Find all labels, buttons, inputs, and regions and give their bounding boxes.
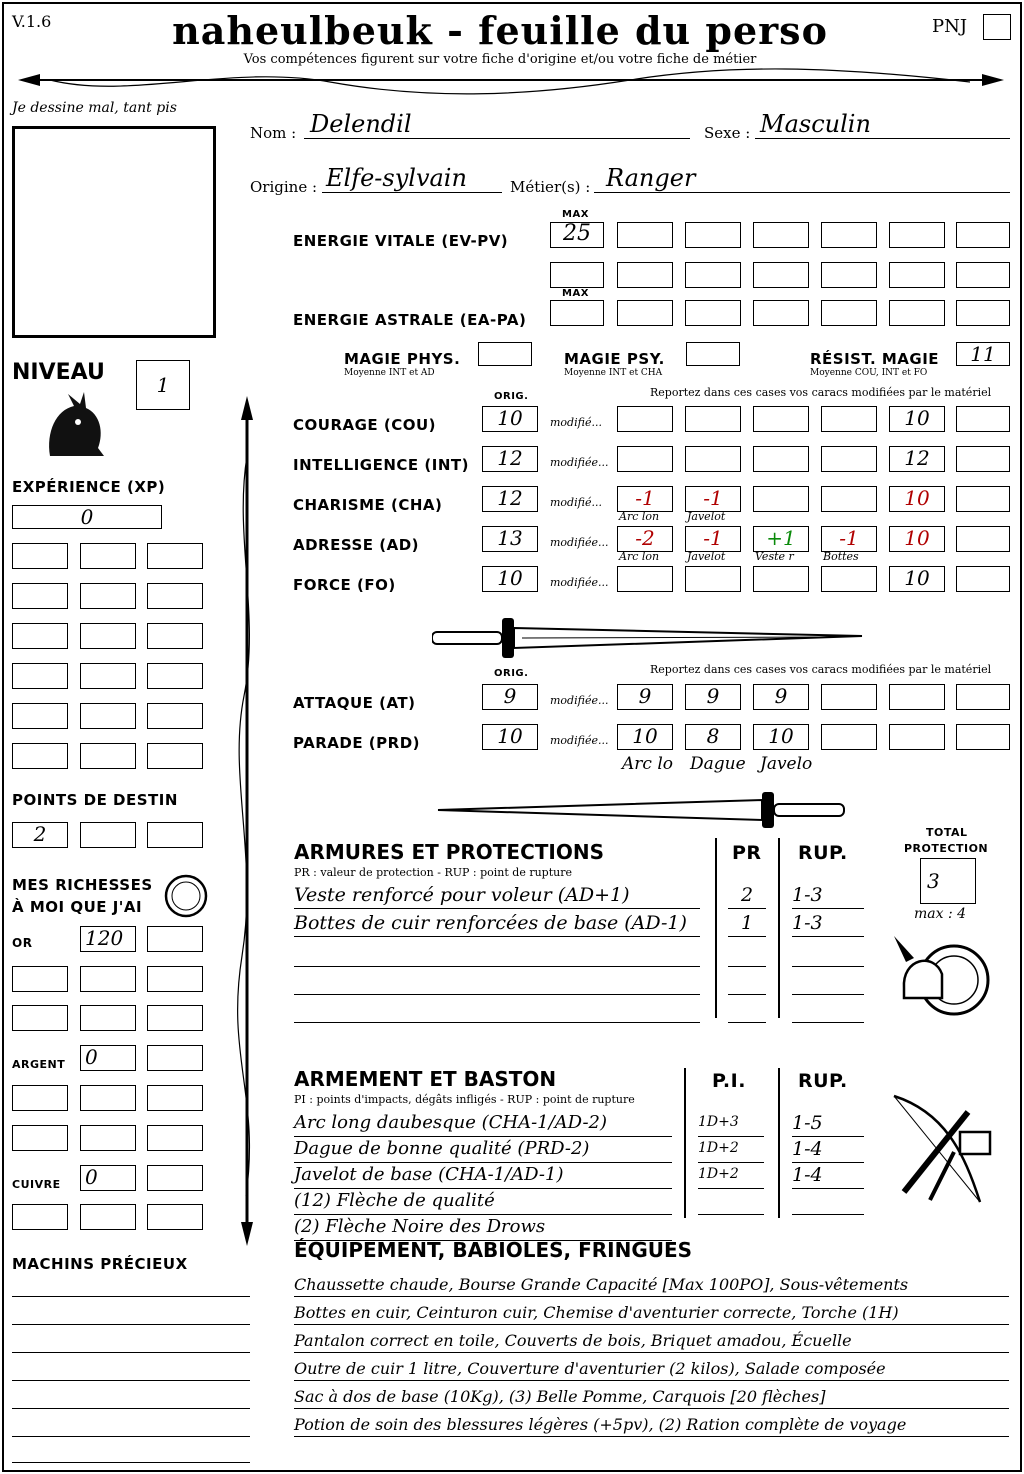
coin-box[interactable] — [80, 1085, 136, 1111]
stat-mod-box[interactable] — [956, 406, 1010, 432]
prd-orig-box[interactable]: 10 — [482, 724, 538, 750]
coin-icon — [163, 873, 209, 919]
xp-grid-box[interactable] — [147, 583, 203, 609]
xp-grid-box[interactable] — [147, 703, 203, 729]
armement-note: PI : points d'impacts, dégâts infligés - RUP : point de rupture — [294, 1093, 635, 1106]
ev-box[interactable] — [617, 222, 673, 248]
xp-grid-box[interactable] — [147, 623, 203, 649]
at-modif-label: modifiée... — [550, 694, 609, 707]
xp-grid-box[interactable] — [80, 543, 136, 569]
stat-mod-source: Javelot — [687, 550, 726, 563]
magie-psy-box[interactable] — [686, 342, 740, 366]
stat-final-int[interactable]: 12 — [889, 446, 945, 472]
ev-box[interactable] — [617, 262, 673, 288]
or-box[interactable] — [147, 926, 203, 952]
ea-box[interactable] — [685, 300, 741, 326]
xp-grid-box[interactable] — [12, 583, 68, 609]
stat-mod-box[interactable] — [685, 566, 741, 592]
armement-divider — [684, 1068, 686, 1218]
arme-pi[interactable] — [698, 1192, 764, 1215]
ea-box[interactable] — [753, 300, 809, 326]
prd-label: PARADE (PRD) — [293, 734, 421, 752]
at-box[interactable]: 9 — [617, 684, 673, 710]
armure-name[interactable] — [294, 970, 700, 995]
resist-magie-box[interactable]: 11 — [956, 342, 1010, 366]
pi-label: P.I. — [712, 1070, 746, 1092]
armure-pr[interactable]: 2 — [728, 884, 766, 909]
destin-box[interactable]: 2 — [12, 822, 68, 848]
prd-box[interactable]: 8 — [685, 724, 741, 750]
xp-grid-box[interactable] — [147, 663, 203, 689]
stat-mod-box[interactable] — [685, 406, 741, 432]
portrait-caption: Je dessine mal, tant pis — [12, 100, 177, 116]
ev-box[interactable] — [821, 262, 877, 288]
armement-rup-label: RUP. — [798, 1070, 848, 1092]
arme-rup[interactable]: 1-4 — [792, 1164, 864, 1189]
stat-label-cha: CHARISME (CHA) — [293, 496, 443, 514]
xp-grid-box[interactable] — [12, 543, 68, 569]
stat-mod-source: Arc lon — [619, 510, 660, 523]
stat-final-fo[interactable]: 10 — [889, 566, 945, 592]
stat-mod-box[interactable] — [753, 406, 809, 432]
stat-orig-ad[interactable]: 13 — [482, 526, 538, 552]
coin-box[interactable] — [80, 1125, 136, 1151]
pnj-checkbox[interactable] — [983, 14, 1011, 40]
or-box[interactable]: 120 — [80, 926, 136, 952]
armement-title: ARMEMENT ET BASTON — [294, 1067, 557, 1091]
arme-rup[interactable]: 1-5 — [792, 1112, 864, 1137]
xp-grid-box[interactable] — [12, 743, 68, 769]
stat-modif-label: modifié... — [550, 496, 602, 509]
stat-label-int: INTELLIGENCE (INT) — [293, 456, 469, 474]
armure-pr[interactable] — [728, 970, 766, 995]
stat-modif-label: modifiée... — [550, 576, 609, 589]
precieux-label: MACHINS PRÉCIEUX — [12, 1255, 188, 1273]
argent-box[interactable]: 0 — [80, 1045, 136, 1071]
armure-rup[interactable]: 1-3 — [792, 884, 864, 909]
ev-max-box[interactable]: 25 — [550, 222, 604, 248]
stat-mod-box[interactable] — [617, 566, 673, 592]
stat-mod-source: Javelot — [687, 510, 726, 523]
stat-mod-source: Arc lon — [619, 550, 660, 563]
coin-box[interactable] — [12, 1125, 68, 1151]
ea-label: ENERGIE ASTRALE (EA-PA) — [293, 311, 527, 329]
coin-box[interactable] — [80, 1204, 136, 1230]
arme-pi[interactable]: 1D+2 — [698, 1140, 764, 1163]
ea-box[interactable] — [821, 300, 877, 326]
argent-box[interactable] — [147, 1045, 203, 1071]
armure-rup[interactable] — [792, 970, 864, 995]
arme-pi[interactable]: 1D+3 — [698, 1114, 764, 1137]
ea-max-box[interactable] — [550, 300, 604, 326]
weapon-col-label: Dague — [690, 754, 746, 774]
magie-phys-note: Moyenne INT et AD — [344, 368, 435, 378]
equipement-line[interactable]: Bottes en cuir, Ceinturon cuir, Chemise d'aventurier correcte, Torche (1H) — [294, 1302, 1009, 1325]
ev-box[interactable] — [821, 222, 877, 248]
xp-grid-box[interactable] — [12, 663, 68, 689]
prd-box[interactable] — [821, 724, 877, 750]
armure-name[interactable]: Bottes de cuir renforcées de base (AD-1) — [294, 912, 700, 937]
stat-mod-box[interactable] — [753, 566, 809, 592]
stat-mod-box[interactable] — [956, 526, 1010, 552]
precieux-line[interactable] — [12, 1414, 250, 1437]
arme-name[interactable]: Dague de bonne qualité (PRD-2) — [294, 1138, 672, 1163]
armures-divider — [778, 838, 780, 1018]
precieux-line[interactable] — [12, 1386, 250, 1409]
combat-note: Reportez dans ces cases vos caracs modifiées par le matériel — [650, 663, 992, 676]
stat-final-cha[interactable]: 10 — [889, 486, 945, 512]
version-label: V.1.6 — [12, 12, 52, 31]
ev-box[interactable] — [685, 222, 741, 248]
stat-modif-label: modifié... — [550, 416, 602, 429]
ea-box[interactable] — [617, 300, 673, 326]
stat-mod-box[interactable] — [753, 446, 809, 472]
precieux-line[interactable] — [12, 1330, 250, 1353]
stat-mod-box[interactable] — [821, 566, 877, 592]
stat-mod-box[interactable]: -1 — [617, 486, 673, 512]
sword-icon — [432, 614, 872, 662]
equipement-line[interactable]: Chaussette chaude, Bourse Grande Capacité [Max 100PO], Sous-vêtements — [294, 1274, 1009, 1297]
armure-pr[interactable] — [728, 998, 766, 1023]
stat-modif-label: modifiée... — [550, 456, 609, 469]
arme-name[interactable]: Javelot de base (CHA-1/AD-1) — [294, 1164, 672, 1189]
spear-divider-icon — [10, 66, 1010, 100]
ev-box[interactable] — [956, 222, 1010, 248]
ev-label: ENERGIE VITALE (EV-PV) — [293, 232, 509, 250]
nom-value: Delendil — [310, 110, 412, 138]
xp-grid-box[interactable] — [80, 623, 136, 649]
metier-label: Métier(s) : — [510, 178, 591, 196]
equipement-line[interactable]: Potion de soin des blessures légères (+5pv), (2) Ration complète de voyage — [294, 1414, 1009, 1437]
precieux-line[interactable] — [12, 1358, 250, 1381]
equipement-title: ÉQUIPEMENT, BABIOLES, FRINGUES — [294, 1238, 693, 1262]
orig-label: ORIG. — [494, 391, 529, 402]
ev-max-label: MAX — [562, 209, 589, 220]
prd-modif-label: modifiée... — [550, 734, 609, 747]
ev-box[interactable] — [956, 262, 1010, 288]
coin-box[interactable] — [147, 966, 203, 992]
total-label-1: TOTAL — [926, 826, 968, 839]
origine-value: Elfe-sylvain — [326, 164, 467, 192]
at-box[interactable]: 9 — [685, 684, 741, 710]
armure-rup[interactable] — [792, 998, 864, 1023]
ev-box[interactable] — [889, 262, 945, 288]
stat-mod-source: Veste r — [755, 550, 794, 563]
combat-orig-label: ORIG. — [494, 668, 529, 679]
niveau-box[interactable]: 1 — [136, 360, 190, 410]
xp-grid-box[interactable] — [12, 623, 68, 649]
spear-vertical-icon — [232, 396, 262, 1246]
resist-magie-label: RÉSIST. MAGIE — [810, 350, 940, 368]
magie-psy-note: Moyenne INT et CHA — [564, 368, 663, 378]
stat-mod-box[interactable]: -1 — [685, 486, 741, 512]
sexe-label: Sexe : — [704, 124, 751, 142]
at-box[interactable] — [889, 684, 945, 710]
magie-phys-label: MAGIE PHYS. — [344, 350, 461, 368]
niveau-label: NIVEAU — [12, 360, 105, 385]
richesses-label-2: À MOI QUE J'AI — [12, 898, 143, 916]
origine-label: Origine : — [250, 178, 318, 196]
pr-label: PR — [732, 842, 762, 864]
ev-box[interactable] — [550, 262, 604, 288]
stat-mod-box[interactable] — [821, 406, 877, 432]
arme-name[interactable]: Arc long daubesque (CHA-1/AD-2) — [294, 1112, 672, 1137]
stat-mod-box[interactable] — [956, 446, 1010, 472]
magie-psy-label: MAGIE PSY. — [564, 350, 665, 368]
stat-mod-box[interactable]: -1 — [821, 526, 877, 552]
stat-mod-box[interactable] — [956, 486, 1010, 512]
cuivre-box[interactable] — [147, 1165, 203, 1191]
rup-label: RUP. — [798, 842, 848, 864]
armure-pr[interactable] — [728, 942, 766, 967]
or-label: OR — [12, 936, 33, 950]
magie-phys-box[interactable] — [478, 342, 532, 366]
coin-box[interactable] — [80, 966, 136, 992]
pnj-label: PNJ — [932, 16, 968, 37]
stat-final-cou[interactable]: 10 — [889, 406, 945, 432]
xp-box[interactable]: 0 — [12, 505, 162, 529]
xp-grid-box[interactable] — [80, 583, 136, 609]
equipement-line[interactable]: Outre de cuir 1 litre, Couverture d'aventurier (2 kilos), Salade composée — [294, 1358, 1009, 1381]
xp-grid-box[interactable] — [147, 543, 203, 569]
stat-mod-box[interactable] — [617, 406, 673, 432]
arme-rup[interactable]: 1-4 — [792, 1138, 864, 1163]
prd-box[interactable]: 10 — [617, 724, 673, 750]
coin-box[interactable] — [12, 1085, 68, 1111]
at-box[interactable] — [956, 684, 1010, 710]
arme-pi[interactable]: 1D+2 — [698, 1166, 764, 1189]
coin-box[interactable] — [147, 1085, 203, 1111]
coin-box[interactable] — [147, 1005, 203, 1031]
coin-box[interactable] — [12, 1204, 68, 1230]
weapon-col-label: Javelo — [760, 754, 813, 774]
equipement-line[interactable]: Pantalon correct en toile, Couverts de bois, Briquet amadou, Écuelle — [294, 1330, 1009, 1353]
stat-mod-source: Bottes — [823, 550, 859, 563]
armures-note: PR : valeur de protection - RUP : point de rupture — [294, 866, 572, 879]
armure-rup[interactable] — [792, 942, 864, 967]
destin-box[interactable] — [80, 822, 136, 848]
armure-name[interactable] — [294, 998, 700, 1023]
arme-name[interactable]: (2) Flèche Noire des Drows — [294, 1216, 672, 1241]
coin-box[interactable] — [12, 966, 68, 992]
arme-rup[interactable] — [792, 1190, 864, 1215]
stat-mod-box[interactable] — [685, 446, 741, 472]
precieux-line[interactable] — [12, 1302, 250, 1325]
stat-mod-box[interactable]: -2 — [617, 526, 673, 552]
stat-orig-int[interactable]: 12 — [482, 446, 538, 472]
stat-mod-box[interactable]: -1 — [685, 526, 741, 552]
armure-rup[interactable]: 1-3 — [792, 912, 864, 937]
argent-label: ARGENT — [12, 1058, 66, 1071]
stat-mod-box[interactable]: +1 — [753, 526, 809, 552]
stat-label-ad: ADRESSE (AD) — [293, 536, 420, 554]
ea-box[interactable] — [956, 300, 1010, 326]
cuivre-box[interactable]: 0 — [80, 1165, 136, 1191]
xp-grid-box[interactable] — [12, 703, 68, 729]
stat-mod-box[interactable] — [821, 486, 877, 512]
prd-box[interactable]: 10 — [753, 724, 809, 750]
equipement-line[interactable]: Sac à dos de base (10Kg), (3) Belle Pomme, Carquois [20 flèches] — [294, 1386, 1009, 1409]
armures-divider — [715, 838, 717, 1018]
destin-label: POINTS DE DESTIN — [12, 791, 178, 809]
coin-box[interactable] — [80, 1005, 136, 1031]
ev-box[interactable] — [685, 262, 741, 288]
stats-note: Reportez dans ces cases vos caracs modifiées par le matériel — [650, 386, 992, 399]
xp-grid-box[interactable] — [80, 703, 136, 729]
richesses-label-1: MES RICHESSES — [12, 876, 153, 894]
ev-box[interactable] — [889, 222, 945, 248]
total-label-2: PROTECTION — [904, 842, 989, 855]
ea-max-label: MAX — [562, 288, 589, 299]
ev-box[interactable] — [753, 262, 809, 288]
stat-modif-label: modifiée... — [550, 536, 609, 549]
page-title: naheulbeuk - feuille du perso — [172, 8, 828, 53]
xp-grid-box[interactable] — [80, 663, 136, 689]
armement-divider — [778, 1068, 780, 1218]
coin-box[interactable] — [147, 1204, 203, 1230]
stat-mod-box[interactable] — [617, 446, 673, 472]
stat-orig-fo[interactable]: 10 — [482, 566, 538, 592]
stat-mod-box[interactable] — [753, 486, 809, 512]
weapon-col-label: Arc lo — [622, 754, 673, 774]
armure-pr[interactable]: 1 — [728, 912, 766, 937]
sword-icon — [432, 790, 872, 830]
at-label: ATTAQUE (AT) — [293, 694, 416, 712]
precieux-line[interactable] — [12, 1274, 250, 1297]
armures-title: ARMURES ET PROTECTIONS — [294, 840, 604, 864]
stat-orig-cha[interactable]: 12 — [482, 486, 538, 512]
armure-name[interactable]: Veste renforcé pour voleur (AD+1) — [294, 884, 700, 909]
prd-box[interactable] — [956, 724, 1010, 750]
total-protection-box[interactable]: 3 — [920, 858, 976, 904]
coin-box[interactable] — [12, 1005, 68, 1031]
xp-grid-box[interactable] — [80, 743, 136, 769]
stat-mod-box[interactable] — [821, 446, 877, 472]
metier-value: Ranger — [606, 164, 696, 192]
weapons-icon — [884, 1092, 1004, 1212]
coin-box[interactable] — [147, 1125, 203, 1151]
resist-magie-note: Moyenne COU, INT et FO — [810, 368, 928, 378]
at-orig-box[interactable]: 9 — [482, 684, 538, 710]
nom-label: Nom : — [250, 124, 297, 142]
xp-label: EXPÉRIENCE (XP) — [12, 478, 166, 496]
sexe-value: Masculin — [760, 110, 871, 138]
dragon-icon — [40, 392, 106, 462]
cuivre-label: CUIVRE — [12, 1178, 61, 1191]
precieux-line[interactable] — [12, 1440, 250, 1463]
ea-box[interactable] — [889, 300, 945, 326]
xp-grid-box[interactable] — [147, 743, 203, 769]
page-subtitle: Vos compétences figurent sur votre fiche d'origine et/ou votre fiche de métier — [243, 52, 757, 67]
at-box[interactable]: 9 — [753, 684, 809, 710]
destin-box[interactable] — [147, 822, 203, 848]
total-max: max : 4 — [914, 906, 967, 922]
stat-mod-box[interactable] — [956, 566, 1010, 592]
armure-name[interactable] — [294, 942, 700, 967]
stat-orig-cou[interactable]: 10 — [482, 406, 538, 432]
at-box[interactable] — [821, 684, 877, 710]
ev-box[interactable] — [753, 222, 809, 248]
arme-name[interactable]: (12) Flèche de qualité — [294, 1190, 672, 1215]
stat-label-fo: FORCE (FO) — [293, 576, 396, 594]
portrait-box[interactable] — [12, 126, 216, 338]
helmet-shield-icon — [890, 928, 990, 1024]
stat-label-cou: COURAGE (COU) — [293, 416, 437, 434]
stat-final-ad[interactable]: 10 — [889, 526, 945, 552]
prd-box[interactable] — [889, 724, 945, 750]
